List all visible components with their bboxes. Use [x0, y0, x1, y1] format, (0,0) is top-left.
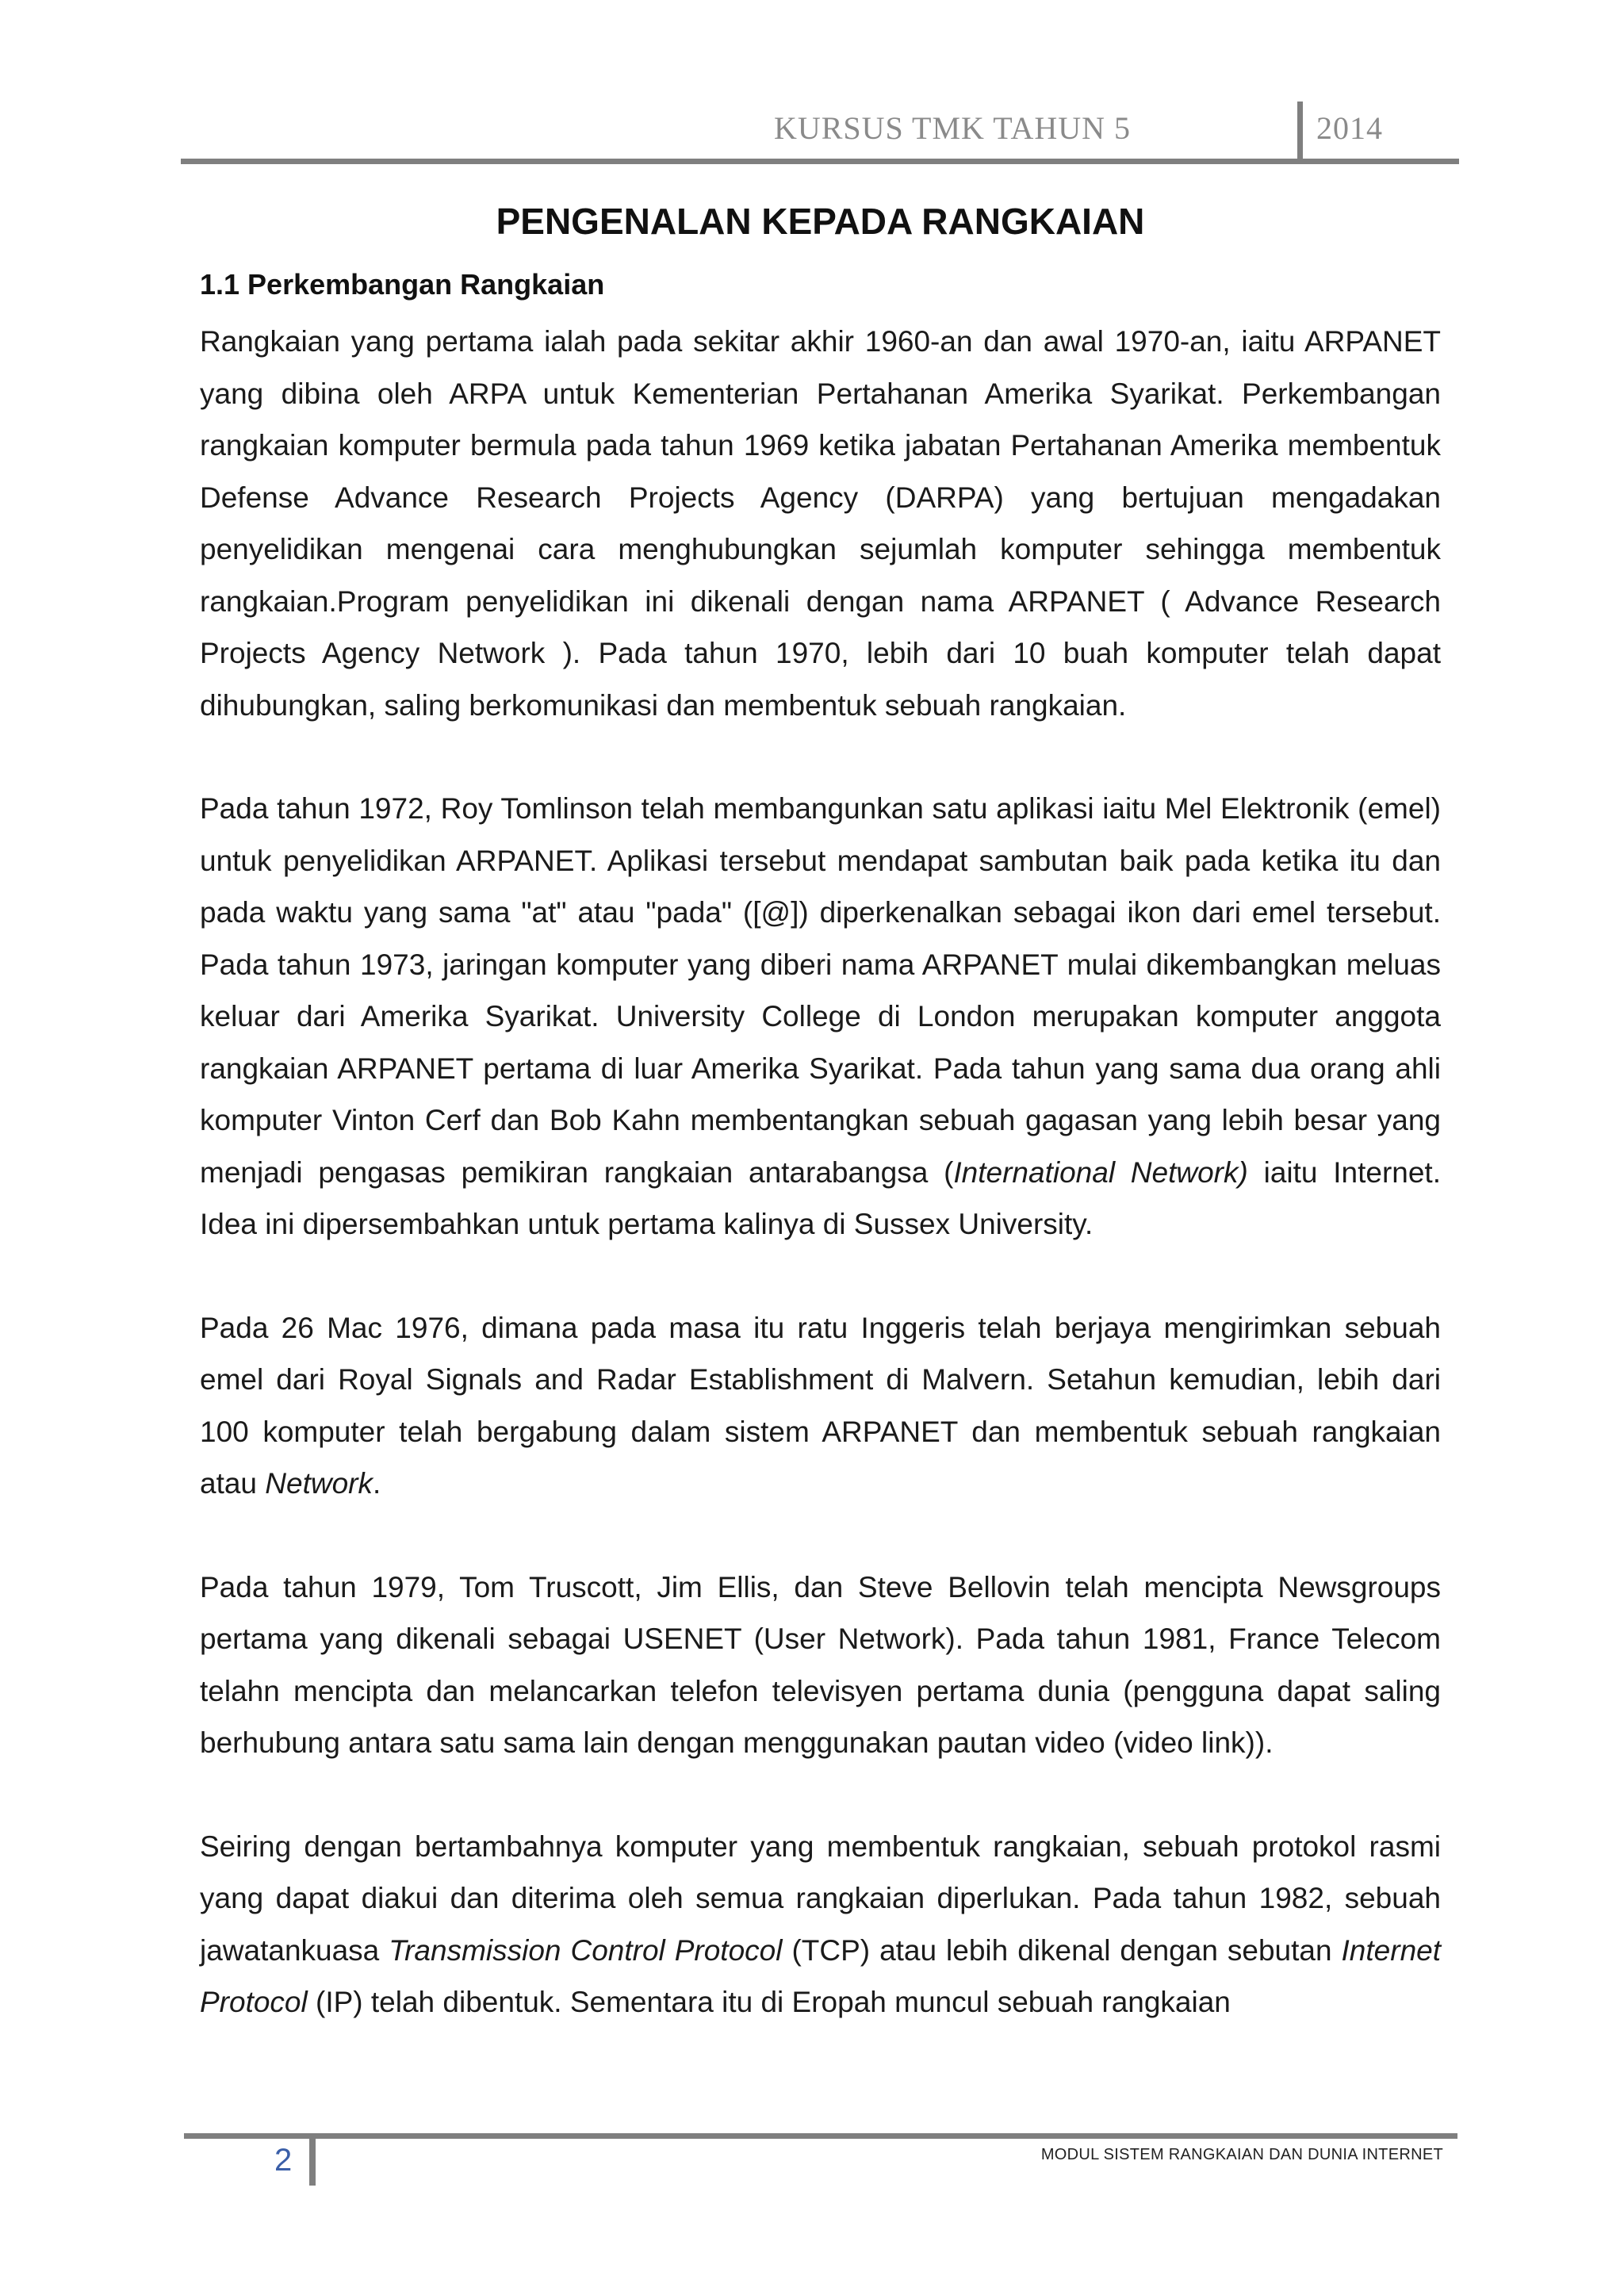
- paragraph-3: [200, 1302, 1441, 1510]
- paragraph-5-emphasis-1: Transmission Control Protocol: [389, 1933, 783, 1967]
- paragraph-2-text-b: iaitu Internet. Idea ini dipersembahkan untuk pertama kalinya di Sussex University.: [200, 1155, 1441, 1240]
- page-number: 2: [274, 2143, 293, 2178]
- paragraph-4-text: Pada tahun 1979, Tom Truscott, Jim Ellis, dan Steve Bellovin telah mencipta Newsgroups pertama yang dikenali sebagai USENET (User Network). Pada tahun 1981, France Telecom telahn mencipta dan melancarkan telefon televisyen pertama dunia (pengguna dapat saling berhubung antara satu sama lain dengan menggunakan pautan video (video link)).: [200, 1570, 1441, 1759]
- paragraph-5-emphasis-2: Internet Protocol: [200, 1933, 1442, 2018]
- paragraph-5-text-b: (TCP) atau lebih dikenal dengan sebutan: [782, 1933, 1342, 1967]
- footer-module-title: MODUL SISTEM RANGKAIAN DAN DUNIA INTERNET: [1040, 2146, 1443, 2163]
- paragraph-3-text-b: .: [373, 1467, 381, 1500]
- footer-rule: [184, 2133, 1457, 2139]
- paragraph-5-text-c: (IP) telah dibentuk. Sementara itu di Eropah muncul sebuah rangkaian: [307, 1986, 1231, 2018]
- header-course: KURSUS TMK TAHUN 5: [773, 110, 1131, 146]
- body-text: [200, 316, 1441, 2029]
- header-rule: [181, 159, 1459, 164]
- paragraph-5: [200, 1821, 1441, 2029]
- paragraph-2: [200, 783, 1441, 1251]
- paragraph-3-emphasis: Network: [265, 1467, 373, 1500]
- paragraph-1: [200, 316, 1441, 731]
- paragraph-2-text-a: Pada tahun 1972, Roy Tomlinson telah membangunkan satu aplikasi iaitu Mel Elektronik (emel) untuk penyelidikan ARPANET. Aplikasi tersebut mendapat sambutan baik pada ketika itu dan pada waktu yang sama "at" atau "pada" ([@]) diperkenalkan sebagai ikon dari emel tersebut. Pada tahun 1973, jaringan komputer yang diberi nama ARPANET mulai dikembangkan meluas keluar dari Amerika Syarikat. University College di London merupakan komputer anggota rangkaian ARPANET pertama di luar Amerika Syarikat. Pada tahun yang sama dua orang ahli komputer Vinton Cerf dan Bob Kahn membentangkan sebuah gagasan yang lebih besar yang menjadi pengasas pemikiran rangkaian antarabangsa (: [200, 792, 1441, 1189]
- paragraph-2-emphasis: International Network): [953, 1155, 1248, 1189]
- footer-separator: [309, 2133, 316, 2186]
- page-header: [181, 102, 1459, 165]
- paragraph-4: [200, 1561, 1441, 1769]
- paragraph-5-text-a: Seiring dengan bertambahnya komputer yang membentuk rangkaian, sebuah protokol rasmi yang dapat diakui dan diterima oleh semua rangkaian diperlukan. Pada tahun 1982, sebuah jawatankuasa: [200, 1829, 1441, 1967]
- header-year: 2014: [1316, 110, 1383, 146]
- section-heading: 1.1 Perkembangan Rangkaian: [200, 268, 605, 301]
- paragraph-1-text: Rangkaian yang pertama ialah pada sekitar akhir 1960-an dan awal 1970-an, iaitu ARPANET yang dibina oleh ARPA untuk Kementerian Pertahanan Amerika Syarikat. Perkembangan rangkaian komputer bermula pada tahun 1969 ketika jabatan Pertahanan Amerika membentuk Defense Advance Research Projects Agency (DARPA) yang bertujuan mengadakan penyelidikan mengenai cara menghubungkan sejumlah komputer sehingga membentuk rangkaian.Program penyelidikan ini dikenali dengan nama ARPANET ( Advance Research Projects Agency Network ). Pada tahun 1970, lebih dari 10 buah komputer telah dapat dihubungkan, saling berkomunikasi dan membentuk sebuah rangkaian.: [200, 325, 1441, 722]
- header-separator: [1297, 102, 1303, 162]
- page-title: PENGENALAN KEPADA RANGKAIAN: [496, 201, 1145, 242]
- paragraph-3-text-a: Pada 26 Mac 1976, dimana pada masa itu ratu Inggeris telah berjaya mengirimkan sebuah emel dari Royal Signals and Radar Establishment di Malvern. Setahun kemudian, lebih dari 100 komputer telah bergabung dalam sistem ARPANET dan membentuk sebuah rangkaian atau: [200, 1311, 1441, 1500]
